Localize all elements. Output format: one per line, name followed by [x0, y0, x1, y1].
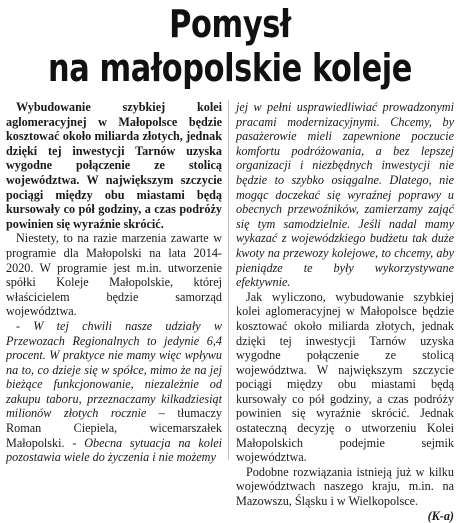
column-divider [228, 100, 229, 460]
quote-continuation: jej w pełni usprawiedliwiać prowadzonymi pracami modernizacyjnymi. Chcemy, by pasażerowie mieli zapewnione poczucie komfortu podróżowania, a bez lepszej organizacji i niezbędnych inwestycji nie będzie to szybko osiągalne. Dlatego, nie mogąc doczekać się wyraźnej poprawy u obecnych przewoźników, zamierzamy zająć się tym samodzielnie. Jeśli nadal mamy wykazać z wojewódzkiego budżetu tak duże kwoty na przewozy kolejowe, to chcemy, aby pieniądze te były wykorzystywane efektywnie. [236, 100, 454, 290]
quote-attribution: – tłumaczy Roman Ciepiela, wicemarszałek Małopolski. [6, 406, 222, 450]
article-paragraph-quote [6, 319, 222, 465]
article-paragraph: Niestety, to na razie marzenia zawarte w programie dla Małopolski na lata 2014-2020. W programie jest m.in. utworzenie spółki Koleje Małopolskie, której właścicielem będzie samorząd województwa. [6, 231, 222, 319]
article-column-right [236, 100, 454, 523]
article-paragraph: Podobne rozwiązania istnieją już w kilku województwach naszego kraju, m.in. na Mazowszu, Śląsku i w Wielkopolsce. [236, 464, 454, 509]
headline-line-2: na małopolskie koleje [47, 46, 413, 90]
article-column-left [6, 100, 222, 472]
article-paragraph: Jak wyliczono, wybudowanie szybkiej kolei aglomeracyjnej w Małopolsce będzie kosztować około miliarda złotych, jednak dzięki tej inwestycji Tarnów uzyska wygodne połączenie ze stolicą województwa. W największym szczycie pociągi między obu miastami będą kursowały co pół godziny, a czas podróży powinien się wyraźnie skrócić. Jednak ostateczną decyzję o utworzeniu Kolei Małopolskich podejmie sejmik województwa. [236, 289, 454, 465]
author-signature: (K-a) [427, 508, 454, 523]
quote-text-continued: - Obecna sytuacja na kolei pozostawia wiele do życzenia i nie możemy [6, 435, 222, 465]
headline-line-1: Pomysł [169, 2, 291, 46]
quote-text: - W tej chwili nasze udziały w Przewozach Regionalnych to jedynie 6,4 procent. W praktyce nie mamy więc wpływu na to, co dzieje się w spółce, mimo że na jej bieżące funkcjonowanie, niezależnie od zakupu taboru, przeznaczamy kilkadziesiąt milionów złotych rocznie [6, 318, 222, 421]
article-paragraph-continued [236, 100, 454, 290]
article-lead: Wybudowanie szybkiej kolei aglomeracyjnej w Małopolsce będzie kosztować około miliarda złotych, jednak dzięki tej inwestycji Tarnów uzyska wygodne połączenie ze stolicą województwa. W największym szczycie pociągi między obu miastami będą kursowały co pół godziny, a czas podróży powinien się wyraźnie skrócić. [6, 100, 222, 231]
article-headline [46, 2, 414, 90]
